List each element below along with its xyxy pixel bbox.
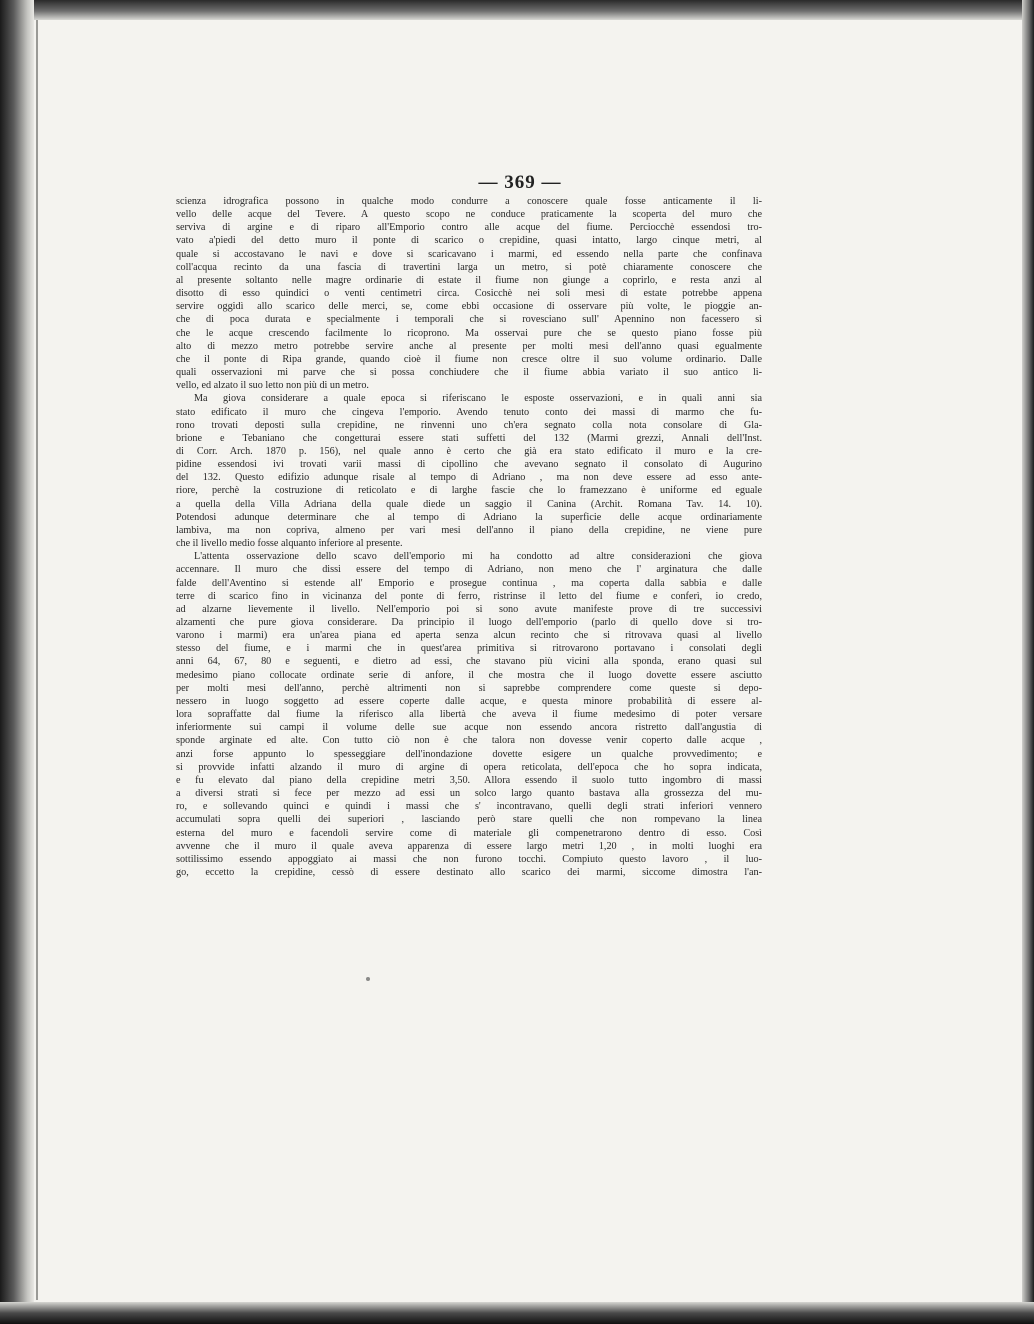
text-line: alto di mezzo metro potrebbe servire anche al presente per molti mesi dell'anno quasi egualmente	[176, 340, 762, 352]
text-line: di Corr. Arch. 1870 p. 156), nel quale anno è certo che già era stato edificato il muro e la cre-	[176, 445, 762, 457]
ink-speck	[366, 977, 370, 981]
text-line: a diversi strati si fece per mezzo ad essi un solco largo quanto bastava alla grossezza del mu-	[176, 788, 762, 800]
text-line: varono i marmi) era un'area piana ed aperta senza alcun recinto che si ritrovava quasi al livello	[176, 630, 762, 642]
text-line: quale si accostavano le navi e dove si scaricavano i marmi, ed essendo nella parte che confinava	[176, 248, 762, 260]
text-line: pidine essendosi ivi trovati varii massi di cipollino che avevano segnato il consolato di Augurino	[176, 459, 762, 471]
text-line: vato a'piedi del detto muro il ponte di scarico o crepidine, quasi intatto, largo cinque metri, al	[176, 235, 762, 247]
text-line: lora sopraffatte dal fiume la riferisco alla libertà che aveva il fiume medesimo di poter versare	[176, 709, 762, 721]
text-line: alzamenti che pure giova considerare. Da principio il luogo dell'emporio (parlo di quello dove si tro-	[176, 617, 762, 628]
text-line: del 132. Questo edifizio adunque risale al tempo di Adriano , ma non deve essere ad esso ante-	[176, 472, 762, 484]
text-line: sponde arginate ed alte. Con tutto ciò non è che talora non dovesse venir coperto dalle acque ,	[176, 735, 762, 747]
page-edge-line	[36, 20, 38, 1300]
text-line: accumulati sopra quelli dei superiori , lasciando però stare quelli che non rompevano la linea	[176, 814, 762, 826]
text-line: per molti mesi dell'anno, perchè altrimenti non si saprebbe comprendere come queste si depo-	[176, 682, 762, 694]
text-line: sottilissimo essendo appoggiato ai massi che non furono tocchi. Compiuto questo lavoro , il luo-	[176, 853, 762, 865]
text-line: nessero in luogo soggetto ad essere coperte dalle acque, e questa minore probabilità di essere al-	[176, 695, 762, 707]
text-line: coll'acqua recinto da una fascia di travertini larga un metro, si potè chiaramente conoscere che	[176, 261, 762, 273]
text-line: avvenne che il muro il quale aveva apparenza di essere largo metri 1,20 , in molti luoghi era	[176, 840, 762, 852]
text-line: che il ponte di Ripa grande, quando cioè il fiume non cresce oltre il suo volume ordinario. Dalle	[176, 353, 762, 365]
scan-border-right	[1022, 0, 1034, 1324]
text-line: terre di scarico fino in vicinanza del ponte di ferro, ristrinse il letto del fiume e conferì, io credo,	[176, 590, 762, 602]
scan-border-bottom	[0, 1302, 1034, 1324]
text-line: quali osservazioni mi parve che si possa conchiudere che il fiume abbia variato il suo antico li-	[176, 367, 762, 379]
text-line: serviva di argine e di riparo all'Emporio contro alle acque del fiume. Perciocchè essendosi tro-	[176, 222, 762, 234]
text-line: disotto di esso quindici o venti centimetri circa. Cosicchè nei soli mesi di estate potrebbe appena	[176, 288, 762, 300]
text-line: ro, e sollevando quinci e quindi i massi che s' incontravano, quelli degli strati inferiori vennero	[176, 801, 762, 813]
text-line: accennare. Il muro che dissi essere del tempo di Adriano, non meno che l' arginatura che dalle	[176, 564, 762, 576]
text-line: stato edificato il muro che cingeva l'emporio. Avendo tenuto conto dei massi di marmo che fu-	[176, 406, 762, 418]
text-line: anni 64, 67, 80 e seguenti, e dietro ad essi, che stavano più vicini alla sponda, erano quasi sul	[176, 656, 762, 668]
scan-border-top	[0, 0, 1034, 20]
text-line: scienza idrografica possono in qualche modo condurre a conoscere quale fosse anticamente il li-	[176, 196, 762, 207]
text-line: inferiormente sui campi il volume delle sue acque non essendo ancora ristretto dall'angustia di	[176, 722, 762, 734]
text-line: L'attenta osservazione dello scavo dell'emporio mi ha condotto ad altre considerazioni che giova	[194, 551, 762, 563]
text-line: esterna del muro e facendoli servire come di materiale gli compenetrarono dentro di esso. Così	[176, 827, 762, 839]
text-line: si provvide infatti alzando il muro di argine di opera reticolata, dell'epoca che ho sopra indicata,	[176, 761, 762, 773]
text-line: ad alzarne lievemente il livello. Nell'emporio poi si sono avute manifeste prove di tre successivi	[176, 603, 762, 615]
text-line: brione e Tebaniano che congetturai essere stati suffetti del 132 (Marmi grezzi, Annali dell'Inst.	[176, 432, 762, 444]
text-line: stesso del fiume, e i marmi che in quest'area primitiva si ritrovarono portavano i consolati degli	[176, 643, 762, 655]
text-line: che di poca durata e specialmente i temporali che si rovesciano sull' Apennino non facessero sì	[176, 314, 762, 326]
text-line: anzi forse appunto lo spesseggiare dell'inondazione dovette esigere un qualche provvedimento; e	[176, 748, 762, 760]
text-line: vello delle acque del Tevere. A questo scopo ne conduce praticamente la scoperta del muro che	[176, 209, 762, 221]
text-line: che le acque crescendo facilmente lo ricoprono. Ma osservai pure che se questo piano fosse più	[176, 327, 762, 339]
text-line: riore, perchè la costruzione di reticolato e di larghe fascie che lo framezzano è uniforme ed eguale	[176, 485, 762, 497]
text-line: e fu elevato dal piano della crepidine metri 3,50. Allora essendo il suolo tutto ingombro di massi	[176, 774, 762, 786]
text-line: che il livello medio fosse alquanto inferiore al presente.	[176, 538, 403, 550]
text-line: Potendosi adunque determinare che al tempo di Adriano la superficie delle acque ordinariamente	[176, 511, 762, 523]
text-line: a quella della Villa Adriana della quale diede un saggio il Canina (Archit. Romana Tav. 14. 10).	[176, 498, 762, 510]
text-line: medesimo piano collocate ordinate serie di anfore, il che mostra che il luogo dovette essere asciutto	[176, 669, 762, 681]
text-line: servire oggidì allo scarico delle merci, se, come ebbi occasione di osservare più volte, le pioggie an-	[176, 301, 762, 313]
text-line: al presente soltanto nelle magre ordinarie di estate il fiume non giunge a coprirlo, e resta anzi al	[176, 274, 762, 286]
text-line: Ma giova considerare a quale epoca si riferiscano le esposte osservazioni, e in quali anni sia	[194, 393, 762, 405]
page-number: — 369 —	[478, 172, 562, 193]
text-line: vello, ed alzato il suo letto non più di un metro.	[176, 380, 369, 392]
body-text	[176, 195, 762, 879]
text-line: lambiva, ma non copriva, almeno per vari mesi dell'anno il piano della crepidine, ne viene pure	[176, 524, 762, 536]
text-line: rono trovati deposti sulla crepidine, ne rinvenni uno ch'era segnato colla nota consolare di Gla-	[176, 419, 762, 431]
text-line: go, eccetto la crepidine, cessò di essere destinato allo scarico dei marmi, siccome dimostra l'an-	[176, 866, 762, 878]
text-line: falde dell'Aventino si estende all' Emporio e prosegue continua , ma coperta dalla sabbia e dalle	[176, 577, 762, 589]
scan-border-left	[0, 0, 34, 1324]
